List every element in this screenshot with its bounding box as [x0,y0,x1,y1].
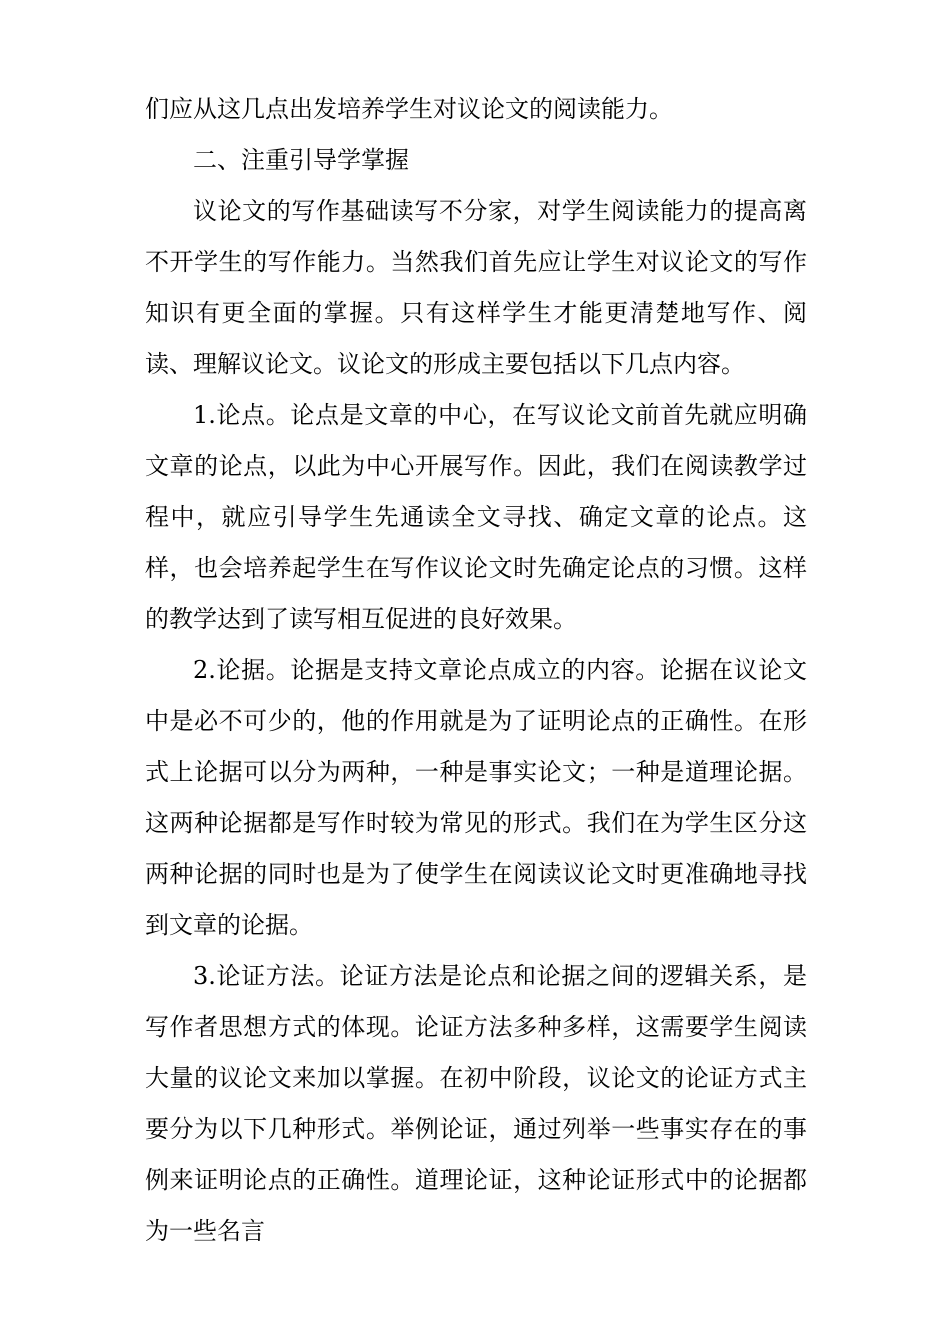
paragraph-continuation: 们应从这几点出发培养学生对议论文的阅读能力。 [145,95,673,123]
paragraph-point-3: 3.论证方法。论证方法是论点和论据之间的逻辑关系，是写作者思想方式的体现。论证方法多种多样，这需要学生阅读大量的议论文来加以掌握。在初中阶段，议论文的论证方式主要分为以下几种形式。举例论证，通过列举一些事实存在的事例来证明论点的正确性。道理论证，这种论证形式中的论据都为一些名言 [145,962,807,1245]
section-heading: 二、注重引导学掌握 [193,146,409,174]
body-text [145,84,807,1257]
paragraph-point-2: 2.论据。论据是支持文章论点成立的内容。论据在议论文中是必不可少的，他的作用就是为了证明论点的正确性。在形式上论据可以分为两种，一种是事实论文；一种是道理论据。这两种论据都是写作时较为常见的形式。我们在为学生区分这两种论据的同时也是为了使学生在阅读议论文时更准确地寻找到文章的论据。 [145,656,807,939]
paragraph-intro: 议论文的写作基础读写不分家，对学生阅读能力的提高离不开学生的写作能力。当然我们首先应让学生对议论文的写作知识有更全面的掌握。只有这样学生才能更清楚地写作、阅读、理解议论文。议论文的形成主要包括以下几点内容。 [145,197,807,378]
paragraph-point-1: 1.论点。论点是文章的中心，在写议论文前首先就应明确文章的论点，以此为中心开展写作。因此，我们在阅读教学过程中，就应引导学生先通读全文寻找、确定文章的论点。这样，也会培养起学生在写作议论文时先确定论点的习惯。这样的教学达到了读写相互促进的良好效果。 [145,401,807,633]
